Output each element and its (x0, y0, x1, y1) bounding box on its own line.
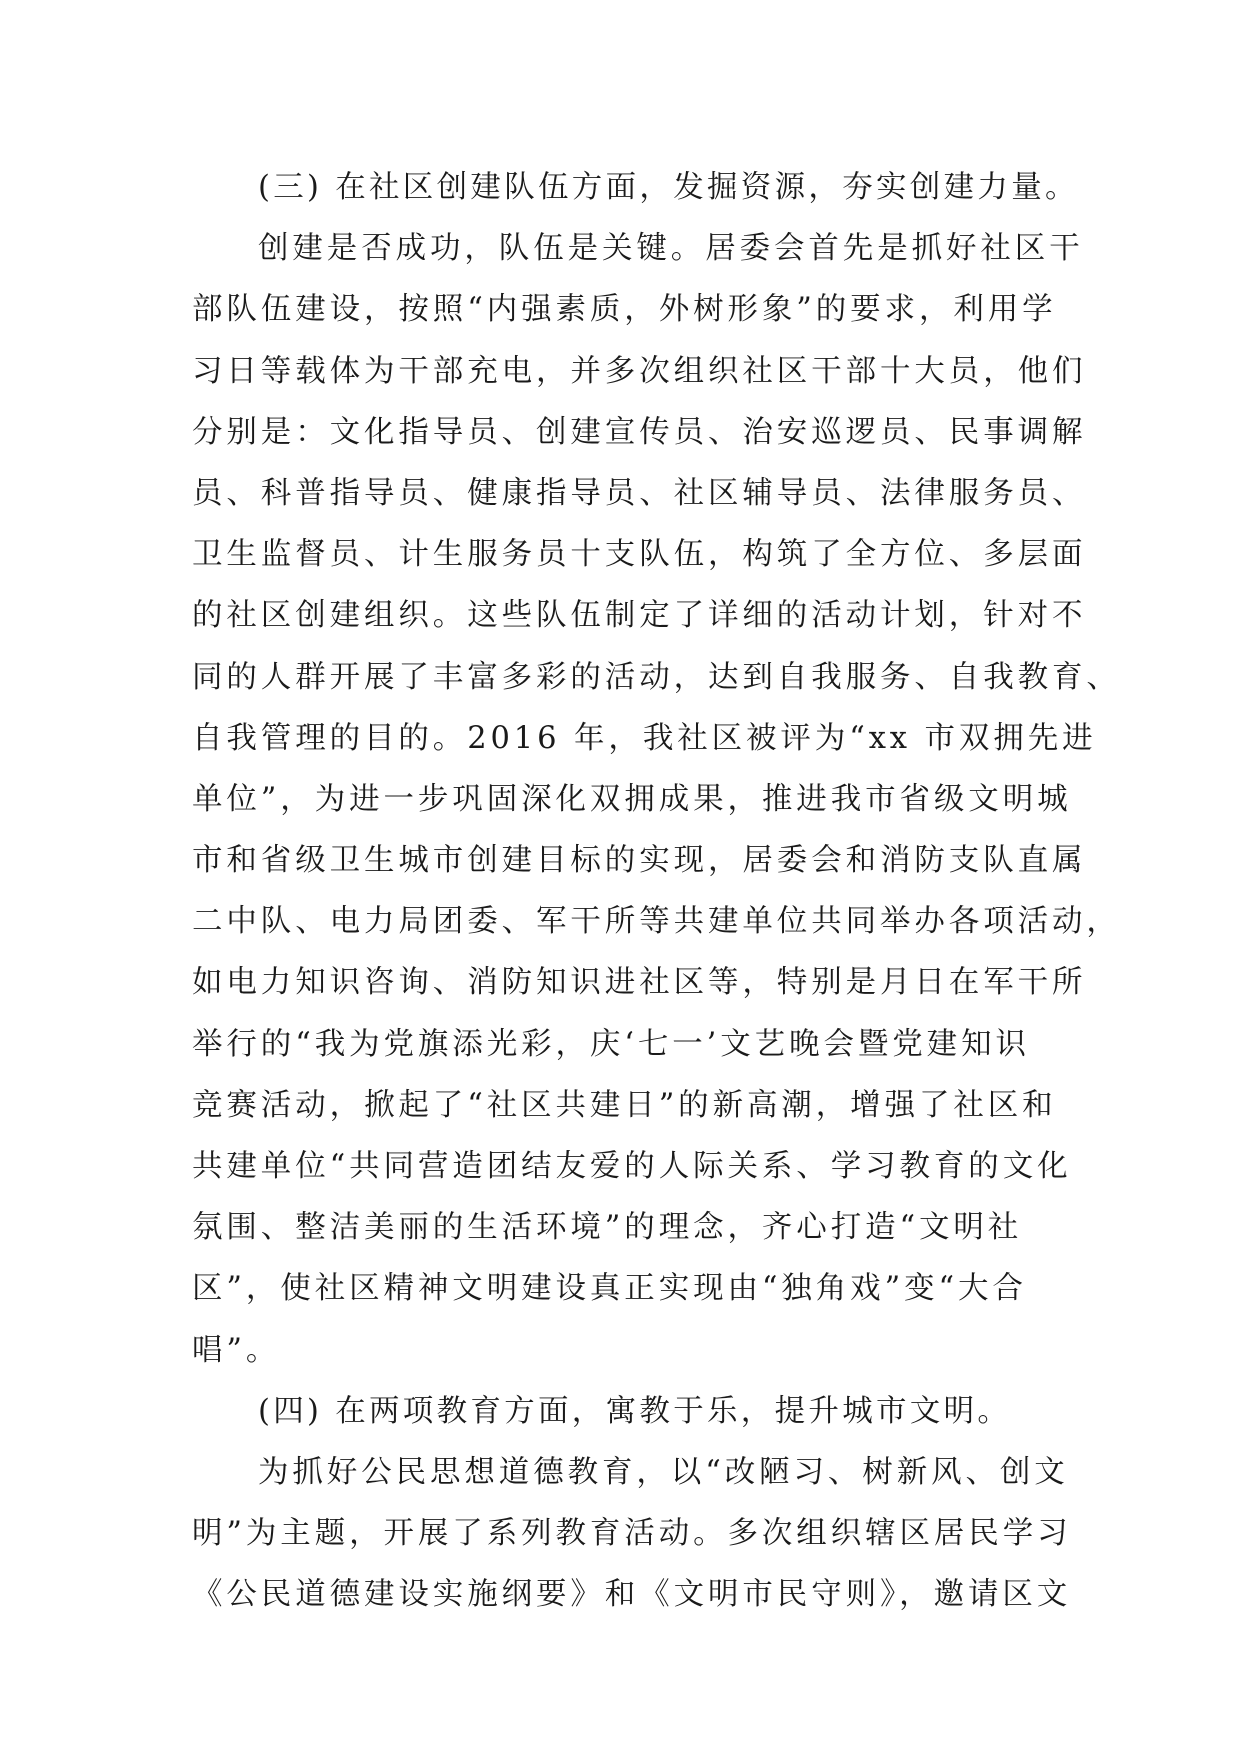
paragraph-line: 明”为主题，开展了系列教育活动。多次组织辖区居民学习 (192, 1516, 1072, 1552)
paragraph-line: 自我管理的目的。2016 年，我社区被评为“xx 市双拥先进 (192, 720, 1097, 756)
paragraph-line: 单位”，为进一步巩固深化双拥成果，推进我市省级文明城 (192, 781, 1072, 817)
paragraph-line: 唱”。 (192, 1332, 281, 1368)
section-heading-3: (三) 在社区创建队伍方面，发掘资源，夯实创建力量。 (258, 170, 1079, 205)
paragraph-line: 分别是：文化指导员、创建宣传员、治安巡逻员、民事调解 (192, 414, 1087, 450)
paragraph-line: 市和省级卫生城市创建目标的实现，居委会和消防支队直属 (192, 843, 1087, 879)
paragraph-line: 《公民道德建设实施纲要》和《文明市民守则》，邀请区文 (192, 1577, 1072, 1613)
paragraph-line: 共建单位“共同营造团结友爱的人际关系、学习教育的文化 (192, 1149, 1072, 1184)
paragraph-line: 竞赛活动，掀起了“社区共建日”的新高潮，增强了社区和 (192, 1087, 1057, 1123)
paragraph-line: 举行的“我为党旗添光彩，庆‘七一’文艺晚会暨党建知识 (192, 1026, 1030, 1062)
document-body (192, 157, 1121, 1626)
paragraph-line: 卫生监督员、计生服务员十支队伍，构筑了全方位、多层面 (192, 537, 1087, 573)
paragraph-line: 二中队、电力局团委、军干所等共建单位共同举办各项活动， (192, 904, 1121, 940)
paragraph-line: 员、科普指导员、健康指导员、社区辅导员、法律服务员、 (192, 475, 1087, 511)
paragraph-line: 习日等载体为干部充电，并多次组织社区干部十大员，他们 (192, 353, 1087, 389)
section-heading-4: (四) 在两项教育方面，寓教于乐，提升城市文明。 (258, 1393, 1012, 1429)
paragraph-line: 同的人群开展了丰富多彩的活动，达到自我服务、自我教育、 (192, 659, 1121, 695)
paragraph-line: 区”，使社区精神文明建设真正实现由“独角戏”变“大合 (192, 1271, 1027, 1307)
paragraph-line: 部队伍建设，按照“内强素质，外树形象”的要求，利用学 (192, 292, 1057, 328)
paragraph-line: 为抓好公民思想道德教育，以“改陋习、树新风、创文 (258, 1454, 1069, 1490)
paragraph-line: 如电力知识咨询、消防知识进社区等，特别是月日在军干所 (192, 965, 1087, 1001)
paragraph-line: 氛围、整洁美丽的生活环境”的理念，齐心打造“文明社 (192, 1210, 1023, 1246)
paragraph-line: 的社区创建组织。这些队伍制定了详细的活动计划，针对不 (192, 598, 1087, 634)
paragraph-line: 创建是否成功，队伍是关键。居委会首先是抓好社区干 (258, 231, 1084, 267)
